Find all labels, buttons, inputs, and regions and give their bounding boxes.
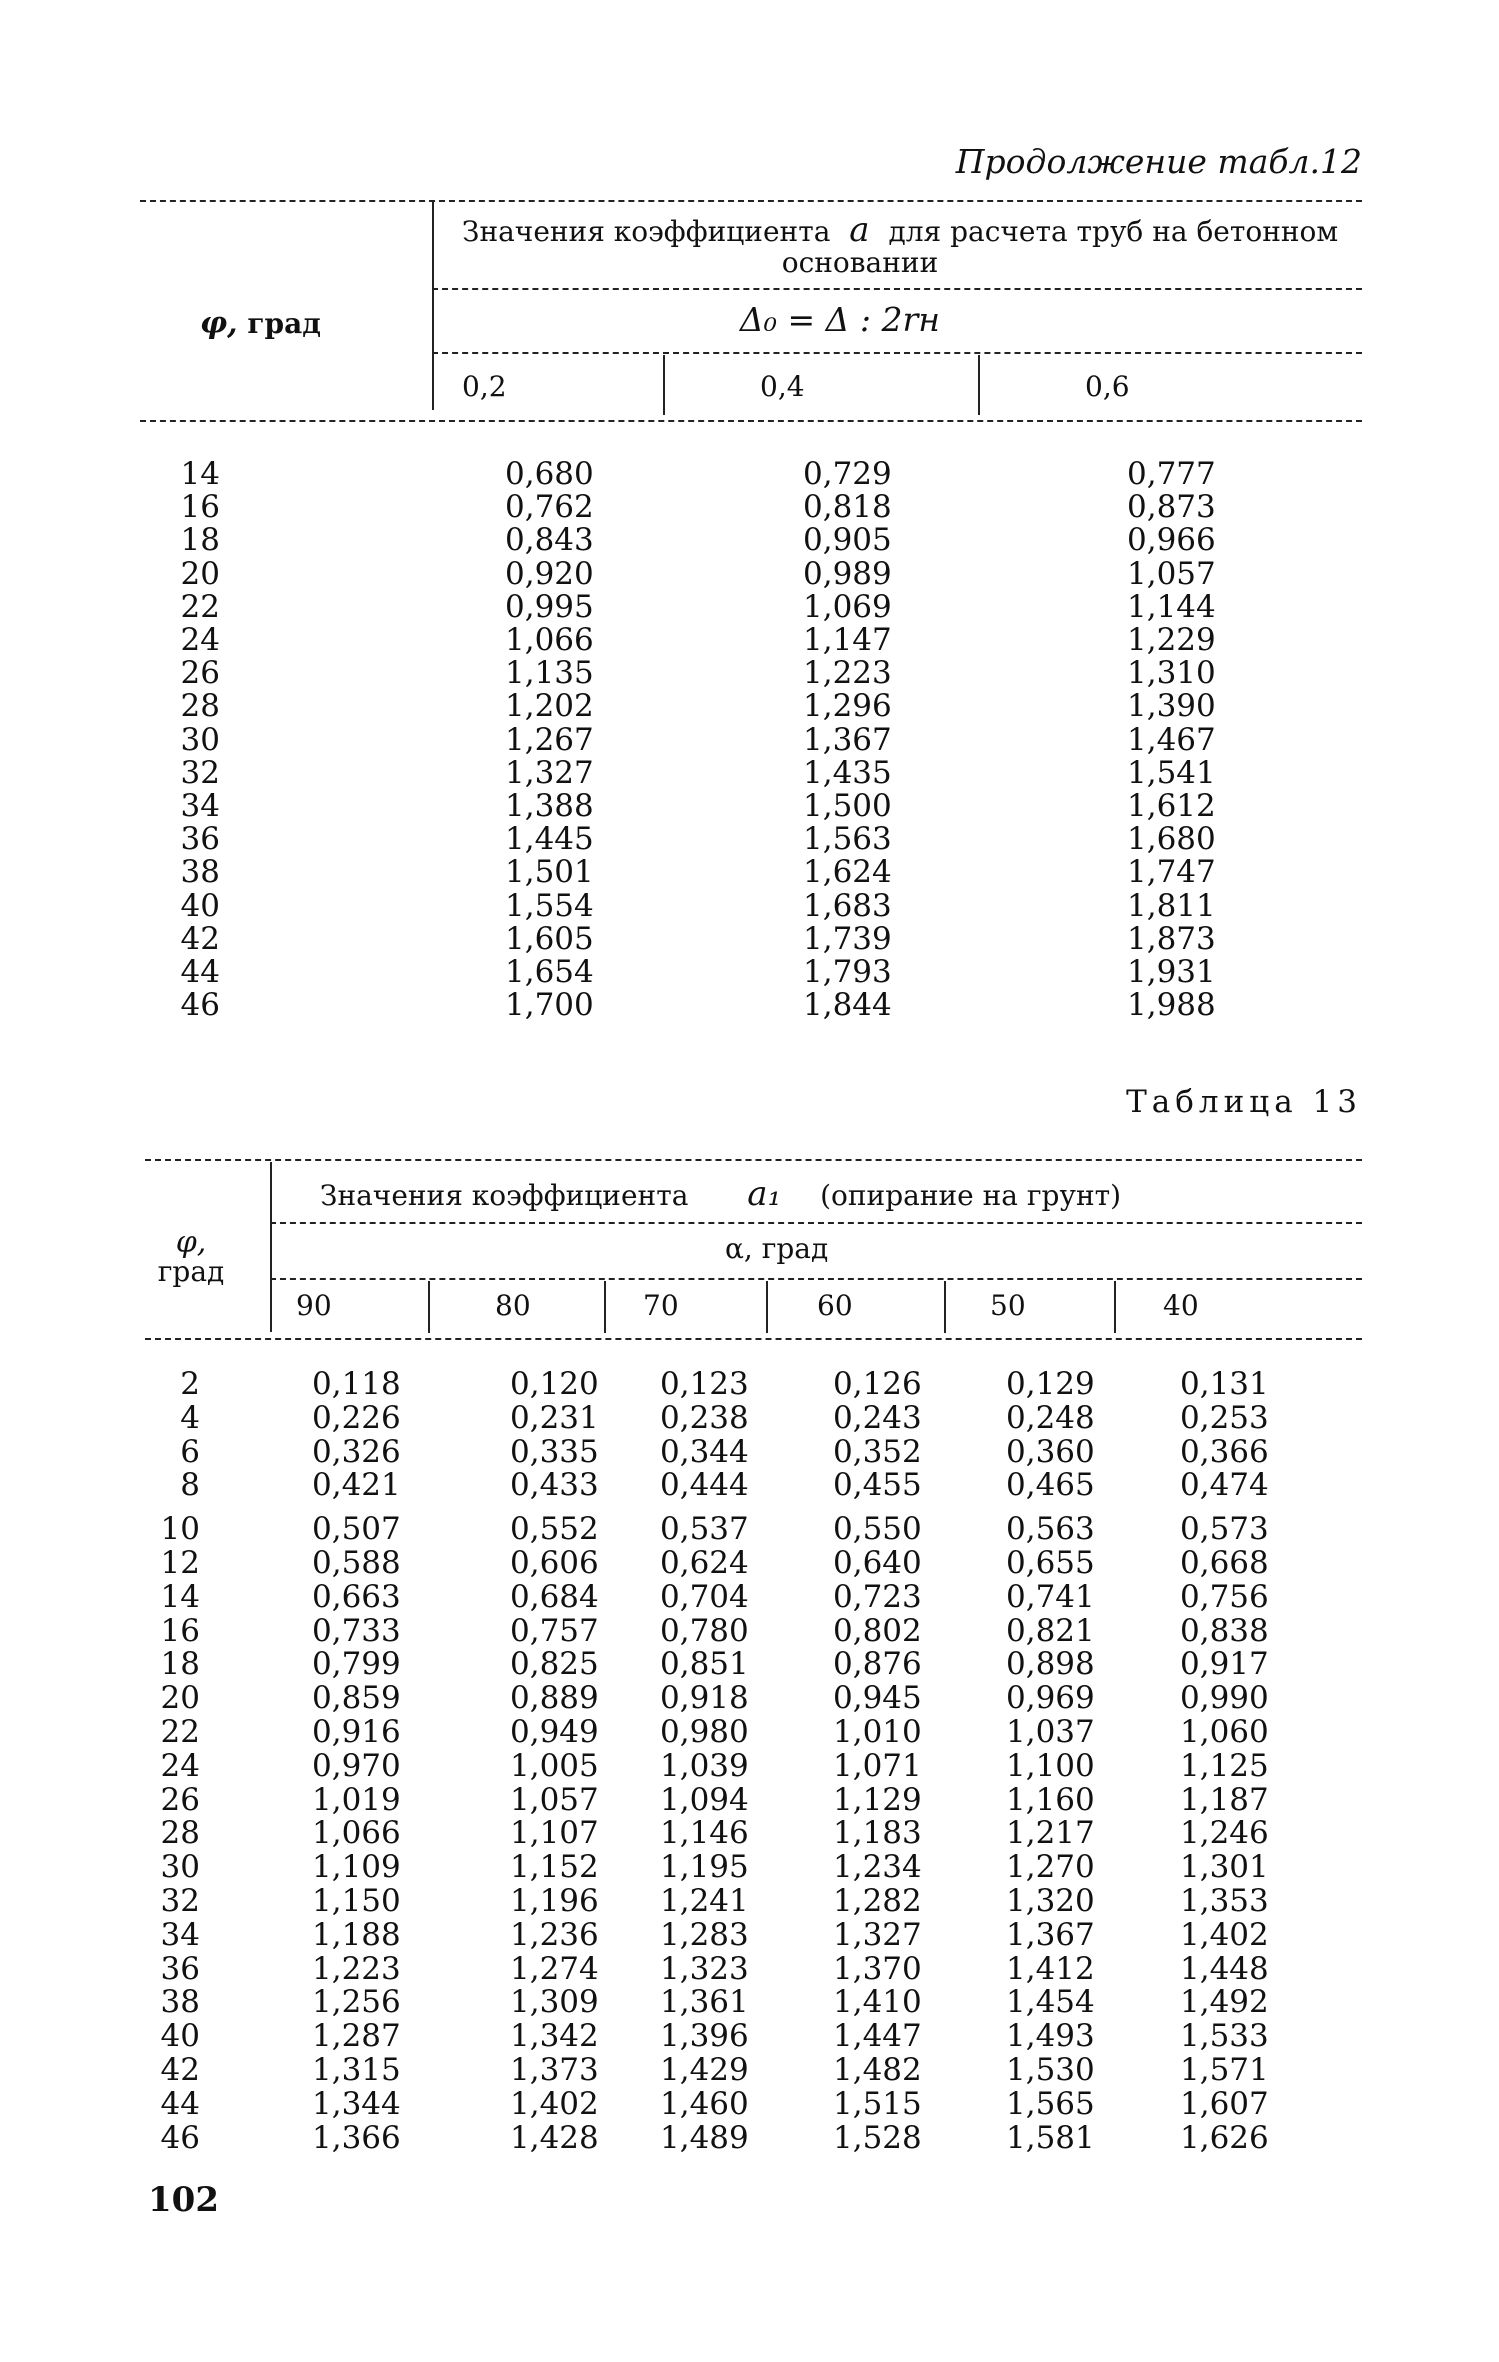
table-cell: 0,729 <box>803 456 892 492</box>
phi-symbol: φ, <box>175 1225 207 1260</box>
table12-column-02 <box>505 458 594 1022</box>
table13-col-header-70: 70 <box>643 1289 679 1322</box>
table13-col-divider-3 <box>766 1281 768 1333</box>
table-cell: 0,465 <box>1006 1467 1095 1504</box>
table-cell: 1,988 <box>1127 987 1216 1024</box>
table-cell: 0,757 <box>510 1612 599 1649</box>
table-cell: 1,241 <box>660 1882 749 1919</box>
table-cell: 0,969 <box>1006 1680 1095 1717</box>
table-cell: 0,366 <box>1180 1433 1269 1470</box>
table-cell: 2 <box>180 1366 200 1402</box>
table-cell: 1,873 <box>1127 920 1216 957</box>
table-cell: 0,550 <box>833 1511 922 1548</box>
table-cell: 1,147 <box>803 622 892 659</box>
table-cell: 1,493 <box>1006 2018 1095 2055</box>
table12-phi-header <box>200 306 321 341</box>
table-cell: 1,069 <box>803 588 892 625</box>
table-cell: 1,571 <box>1180 2051 1269 2088</box>
table12-column-06 <box>1127 458 1216 1022</box>
table-cell: 0,243 <box>833 1399 922 1436</box>
table12-formula: Δ₀ = Δ : 2rн <box>739 300 941 339</box>
table-cell: 46 <box>160 2119 200 2156</box>
table-cell: 0,945 <box>833 1680 922 1717</box>
table-cell: 0,335 <box>510 1433 599 1470</box>
table13-column-70 <box>660 1368 749 2155</box>
table-cell: 1,196 <box>510 1882 599 1919</box>
table-cell: 0,876 <box>833 1646 922 1683</box>
table-cell: 1,373 <box>510 2051 599 2088</box>
table-cell: 0,780 <box>660 1612 749 1649</box>
table12-phi-column <box>160 458 220 1022</box>
table-cell: 1,528 <box>833 2119 922 2156</box>
table-cell: 18 <box>160 1646 200 1683</box>
table12-col-divider-2 <box>978 355 980 415</box>
table-cell: 0,537 <box>660 1511 749 1548</box>
table-cell: 0,120 <box>510 1366 599 1402</box>
table13-column-40 <box>1180 1368 1269 2155</box>
table12-col-header-06: 0,6 <box>1085 370 1130 403</box>
table-cell: 1,094 <box>660 1781 749 1818</box>
table-cell: 1,370 <box>833 1950 922 1987</box>
table-cell: 14 <box>180 456 220 492</box>
table-cell: 1,501 <box>505 854 594 891</box>
table-cell: 0,989 <box>803 555 892 592</box>
table-cell: 0,640 <box>833 1544 922 1581</box>
table-cell: 0,131 <box>1180 1366 1269 1402</box>
table-cell: 0,563 <box>1006 1511 1095 1548</box>
table-cell: 1,057 <box>1127 555 1216 592</box>
table-cell: 0,552 <box>510 1511 599 1548</box>
table-cell: 0,905 <box>803 522 892 559</box>
table-cell: 0,723 <box>833 1578 922 1615</box>
table-cell: 30 <box>180 721 220 758</box>
table-cell: 16 <box>160 1612 200 1649</box>
table-cell: 1,605 <box>505 920 594 957</box>
table-cell: 1,283 <box>660 1916 749 1953</box>
table-cell: 1,150 <box>312 1882 401 1919</box>
table13-col-header-40: 40 <box>1163 1289 1199 1322</box>
table-cell: 0,680 <box>505 456 594 492</box>
table-cell: 1,390 <box>1127 688 1216 725</box>
table-cell: 1,366 <box>312 2119 401 2156</box>
table-cell: 0,253 <box>1180 1399 1269 1436</box>
table-cell: 0,326 <box>312 1433 401 1470</box>
table-cell: 1,811 <box>1127 887 1216 924</box>
table13-header-bottom-rule <box>145 1338 1362 1340</box>
table-cell: 1,223 <box>803 655 892 692</box>
table13-col-divider-2 <box>604 1281 606 1333</box>
table13-col-header-80: 80 <box>495 1289 531 1322</box>
coef-a-symbol: a <box>849 210 870 250</box>
table-cell: 20 <box>160 1680 200 1717</box>
table-cell: 28 <box>180 688 220 725</box>
table-cell: 1,467 <box>1127 721 1216 758</box>
table-cell: 0,970 <box>312 1747 401 1784</box>
table-cell: 1,396 <box>660 2018 749 2055</box>
table-cell: 1,229 <box>1127 622 1216 659</box>
table-cell: 0,990 <box>1180 1680 1269 1717</box>
table13-phi-header <box>146 1225 236 1288</box>
table-cell: 1,066 <box>312 1815 401 1852</box>
table12-col-divider-1 <box>663 355 665 415</box>
table-cell: 26 <box>180 655 220 692</box>
table-cell: 1,530 <box>1006 2051 1095 2088</box>
table-cell: 0,918 <box>660 1680 749 1717</box>
table-cell: 0,344 <box>660 1433 749 1470</box>
table-cell: 1,256 <box>312 1984 401 2021</box>
table-cell: 0,606 <box>510 1544 599 1581</box>
table-cell: 0,777 <box>1127 456 1216 492</box>
table-cell: 42 <box>180 920 220 957</box>
table12-top-rule <box>140 200 1362 202</box>
table-cell: 0,898 <box>1006 1646 1095 1683</box>
table-cell: 1,234 <box>833 1849 922 1886</box>
table-cell: 1,931 <box>1127 954 1216 991</box>
table12-title-line2: основании <box>781 246 939 279</box>
table-cell: 1,739 <box>803 920 892 957</box>
table-cell: 0,126 <box>833 1366 922 1402</box>
table-cell: 20 <box>180 555 220 592</box>
table12-sub-rule <box>432 352 1362 354</box>
table-cell: 38 <box>160 1984 200 2021</box>
table-cell: 1,125 <box>1180 1747 1269 1784</box>
table-cell: 1,844 <box>803 987 892 1024</box>
table-cell: 0,889 <box>510 1680 599 1717</box>
table-cell: 1,146 <box>660 1815 749 1852</box>
table-cell: 0,756 <box>1180 1578 1269 1615</box>
table-cell: 0,733 <box>312 1612 401 1649</box>
table-cell: 0,799 <box>312 1646 401 1683</box>
table-cell: 1,388 <box>505 788 594 825</box>
table-cell: 1,270 <box>1006 1849 1095 1886</box>
table12-mid-rule <box>432 288 1362 290</box>
table-cell: 1,492 <box>1180 1984 1269 2021</box>
table-cell: 1,187 <box>1180 1781 1269 1818</box>
table-cell: 1,700 <box>505 987 594 1024</box>
table-cell: 6 <box>180 1433 200 1470</box>
table-cell: 1,482 <box>833 2051 922 2088</box>
table-cell: 0,920 <box>505 555 594 592</box>
table-cell: 0,818 <box>803 489 892 526</box>
table-cell: 0,248 <box>1006 1399 1095 1436</box>
table13-column-90 <box>312 1368 401 2155</box>
table-cell: 1,287 <box>312 2018 401 2055</box>
table-cell: 1,654 <box>505 954 594 991</box>
table12-col-header-04: 0,4 <box>760 370 805 403</box>
table13-top-rule <box>145 1159 1362 1161</box>
table-cell: 1,236 <box>510 1916 599 1953</box>
table-cell: 0,741 <box>1006 1578 1095 1615</box>
table-cell: 14 <box>160 1578 200 1615</box>
table-cell: 1,447 <box>833 2018 922 2055</box>
table13-col-divider-4 <box>944 1281 946 1333</box>
table13-title <box>320 1174 1121 1214</box>
table-cell: 1,267 <box>505 721 594 758</box>
table-cell: 0,838 <box>1180 1612 1269 1649</box>
table12-col-header-02: 0,2 <box>462 370 507 403</box>
table-cell: 1,489 <box>660 2119 749 2156</box>
table-cell: 1,460 <box>660 2085 749 2122</box>
table-cell: 1,188 <box>312 1916 401 1953</box>
phi-symbol: φ, <box>200 306 238 341</box>
table-cell: 1,367 <box>803 721 892 758</box>
table-cell: 1,402 <box>510 2085 599 2122</box>
table-cell: 1,183 <box>833 1815 922 1852</box>
table-cell: 1,060 <box>1180 1713 1269 1750</box>
table-cell: 0,684 <box>510 1578 599 1615</box>
table13-column-60 <box>833 1368 922 2155</box>
table13-col-divider-1 <box>428 1281 430 1333</box>
table-cell: 1,626 <box>1180 2119 1269 2156</box>
table-cell: 0,507 <box>312 1511 401 1548</box>
table13-phi-column <box>140 1368 200 2155</box>
table13-col-header-90: 90 <box>296 1289 332 1322</box>
table-cell: 34 <box>160 1916 200 1953</box>
table-cell: 1,680 <box>1127 821 1216 858</box>
table-cell: 28 <box>160 1815 200 1852</box>
table-cell: 1,500 <box>803 788 892 825</box>
table-cell: 0,663 <box>312 1578 401 1615</box>
table12-title-line1 <box>462 210 1338 250</box>
table-cell: 1,135 <box>505 655 594 692</box>
table-cell: 1,039 <box>660 1747 749 1784</box>
table-cell: 0,421 <box>312 1467 401 1504</box>
table-cell: 1,533 <box>1180 2018 1269 2055</box>
table13-alpha-header: α, град <box>725 1232 829 1265</box>
table-cell: 1,010 <box>833 1713 922 1750</box>
table-cell: 1,412 <box>1006 1950 1095 1987</box>
table-cell: 1,448 <box>1180 1950 1269 1987</box>
table-cell: 0,917 <box>1180 1646 1269 1683</box>
table-cell: 1,344 <box>312 2085 401 2122</box>
table-cell: 1,624 <box>803 854 892 891</box>
table-cell: 1,296 <box>803 688 892 725</box>
table-cell: 34 <box>180 788 220 825</box>
table-cell: 1,057 <box>510 1781 599 1818</box>
table-cell: 1,327 <box>833 1916 922 1953</box>
table-cell: 1,361 <box>660 1984 749 2021</box>
phi-unit: град <box>157 1255 225 1288</box>
table-cell: 1,367 <box>1006 1916 1095 1953</box>
table-cell: 44 <box>180 954 220 991</box>
table-cell: 1,202 <box>505 688 594 725</box>
table-cell: 1,607 <box>1180 2085 1269 2122</box>
table-cell: 10 <box>160 1511 200 1548</box>
table-cell: 1,435 <box>803 754 892 791</box>
table-cell: 1,037 <box>1006 1713 1095 1750</box>
table-cell: 12 <box>160 1544 200 1581</box>
phi-unit: град <box>247 307 321 340</box>
table-cell: 1,793 <box>803 954 892 991</box>
table-cell: 0,655 <box>1006 1544 1095 1581</box>
table-cell: 1,310 <box>1127 655 1216 692</box>
table-cell: 1,129 <box>833 1781 922 1818</box>
table-cell: 1,019 <box>312 1781 401 1818</box>
table-cell: 1,217 <box>1006 1815 1095 1852</box>
table-cell: 0,360 <box>1006 1433 1095 1470</box>
continuation-label: Продолжение табл.12 <box>955 142 1362 181</box>
table-cell: 0,821 <box>1006 1612 1095 1649</box>
table-cell: 22 <box>180 588 220 625</box>
table13-column-50 <box>1006 1368 1095 2155</box>
table-cell: 1,223 <box>312 1950 401 1987</box>
table-cell: 8 <box>180 1467 200 1504</box>
table-cell: 0,995 <box>505 588 594 625</box>
table-cell: 1,541 <box>1127 754 1216 791</box>
title-suffix: (опирание на грунт) <box>820 1179 1122 1212</box>
table-cell: 1,612 <box>1127 788 1216 825</box>
table-cell: 38 <box>180 854 220 891</box>
table-cell: 0,231 <box>510 1399 599 1436</box>
table-cell: 1,402 <box>1180 1916 1269 1953</box>
table-cell: 0,433 <box>510 1467 599 1504</box>
table-cell: 1,410 <box>833 1984 922 2021</box>
table-cell: 22 <box>160 1713 200 1750</box>
table-cell: 16 <box>180 489 220 526</box>
table-cell: 1,581 <box>1006 2119 1095 2156</box>
table-cell: 0,624 <box>660 1544 749 1581</box>
table-cell: 36 <box>180 821 220 858</box>
table-cell: 1,327 <box>505 754 594 791</box>
table13-phi-divider <box>270 1162 272 1332</box>
table-cell: 0,238 <box>660 1399 749 1436</box>
table12-column-04 <box>803 458 892 1022</box>
table-cell: 0,668 <box>1180 1544 1269 1581</box>
table-cell: 46 <box>180 987 220 1024</box>
table13-col-divider-5 <box>1114 1281 1116 1333</box>
table-cell: 0,825 <box>510 1646 599 1683</box>
table-cell: 0,859 <box>312 1680 401 1717</box>
table13-label: Таблица 13 <box>1126 1084 1362 1120</box>
table-cell: 0,802 <box>833 1612 922 1649</box>
title-rest: для расчета труб на бетонном <box>888 215 1339 248</box>
table-cell: 4 <box>180 1399 200 1436</box>
table-cell: 0,916 <box>312 1713 401 1750</box>
table-cell: 42 <box>160 2051 200 2088</box>
table-cell: 1,274 <box>510 1950 599 1987</box>
table-cell: 1,301 <box>1180 1849 1269 1886</box>
table-cell: 24 <box>160 1747 200 1784</box>
table-cell: 1,246 <box>1180 1815 1269 1852</box>
title-prefix: Значения коэффициента <box>320 1179 689 1212</box>
table-cell: 18 <box>180 522 220 559</box>
table-cell: 1,565 <box>1006 2085 1095 2122</box>
table-cell: 32 <box>180 754 220 791</box>
table-cell: 1,315 <box>312 2051 401 2088</box>
table-cell: 0,129 <box>1006 1366 1095 1402</box>
table-cell: 0,966 <box>1127 522 1216 559</box>
table-cell: 0,588 <box>312 1544 401 1581</box>
coef-a1-symbol: a₁ <box>747 1174 782 1214</box>
table-cell: 1,323 <box>660 1950 749 1987</box>
table-cell: 1,320 <box>1006 1882 1095 1919</box>
table-cell: 1,071 <box>833 1747 922 1784</box>
table-cell: 0,474 <box>1180 1467 1269 1504</box>
table-cell: 1,107 <box>510 1815 599 1852</box>
table-cell: 1,160 <box>1006 1781 1095 1818</box>
table-cell: 1,144 <box>1127 588 1216 625</box>
table12-phi-divider <box>432 200 434 410</box>
table-cell: 0,123 <box>660 1366 749 1402</box>
table-cell: 0,949 <box>510 1713 599 1750</box>
table-cell: 32 <box>160 1882 200 1919</box>
title-text: Значения коэффициента <box>462 215 831 248</box>
table12-header-bottom-rule <box>140 420 1362 422</box>
table-cell: 30 <box>160 1849 200 1886</box>
table-cell: 40 <box>160 2018 200 2055</box>
table-cell: 1,309 <box>510 1984 599 2021</box>
table-cell: 1,683 <box>803 887 892 924</box>
table-cell: 1,282 <box>833 1882 922 1919</box>
table-cell: 0,444 <box>660 1467 749 1504</box>
table-cell: 1,747 <box>1127 854 1216 891</box>
table-cell: 1,066 <box>505 622 594 659</box>
table-cell: 26 <box>160 1781 200 1818</box>
table13-col-header-50: 50 <box>990 1289 1026 1322</box>
table-cell: 0,455 <box>833 1467 922 1504</box>
table13-column-80 <box>510 1368 599 2155</box>
table-cell: 0,573 <box>1180 1511 1269 1548</box>
table-cell: 1,515 <box>833 2085 922 2122</box>
page-number: 102 <box>148 2180 219 2220</box>
table-cell: 0,980 <box>660 1713 749 1750</box>
table-cell: 1,342 <box>510 2018 599 2055</box>
table-cell: 0,873 <box>1127 489 1216 526</box>
table-cell: 0,704 <box>660 1578 749 1615</box>
table-cell: 0,352 <box>833 1433 922 1470</box>
table-cell: 1,563 <box>803 821 892 858</box>
table-cell: 44 <box>160 2085 200 2122</box>
table-cell: 1,109 <box>312 1849 401 1886</box>
table-cell: 1,353 <box>1180 1882 1269 1919</box>
table-cell: 1,454 <box>1006 1984 1095 2021</box>
table-cell: 36 <box>160 1950 200 1987</box>
table-cell: 0,762 <box>505 489 594 526</box>
table-cell: 24 <box>180 622 220 659</box>
table13-col-header-60: 60 <box>817 1289 853 1322</box>
table-cell: 1,005 <box>510 1747 599 1784</box>
table-cell: 1,100 <box>1006 1747 1095 1784</box>
table-cell: 0,851 <box>660 1646 749 1683</box>
table-cell: 1,445 <box>505 821 594 858</box>
table-cell: 40 <box>180 887 220 924</box>
table-cell: 1,429 <box>660 2051 749 2088</box>
table-cell: 0,118 <box>312 1366 401 1402</box>
table13-sub-rule <box>270 1278 1362 1280</box>
table13-mid-rule <box>270 1222 1362 1224</box>
table-cell: 1,195 <box>660 1849 749 1886</box>
table-cell: 0,226 <box>312 1399 401 1436</box>
table-cell: 1,152 <box>510 1849 599 1886</box>
table-cell: 1,554 <box>505 887 594 924</box>
table-cell: 0,843 <box>505 522 594 559</box>
table-cell: 1,428 <box>510 2119 599 2156</box>
